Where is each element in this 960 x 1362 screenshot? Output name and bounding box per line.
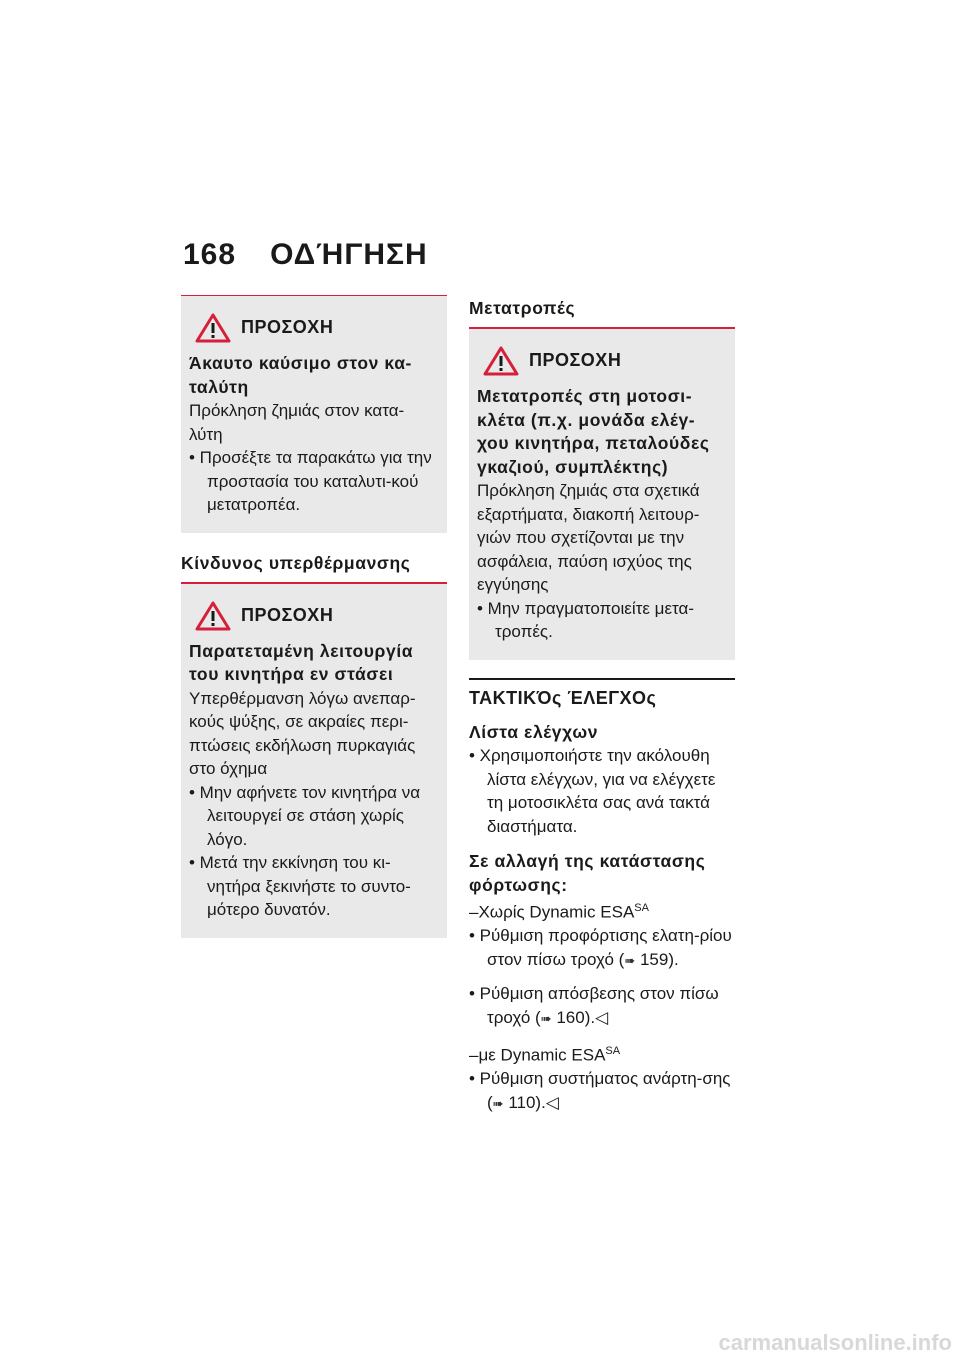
watermark: carmanualsonline.info — [718, 1330, 952, 1355]
warning-bullet: • Μετά την εκκίνηση του κι-νητήρα ξεκινήστε το συντο-μότερο δυνατόν. — [189, 853, 411, 919]
bullet-text: • Ρύθμιση απόσβεσης στον πίσω τροχό ( — [469, 984, 719, 1027]
left-column — [181, 295, 447, 938]
section-heading-regular-check: ΤΑΚΤΙΚΌς ΈΛΕΓΧΟς — [469, 678, 735, 709]
bullet-text: • Ρύθμιση συστήματος ανάρτη-σης ( — [469, 1069, 731, 1112]
warning-triangle-icon — [195, 313, 231, 343]
section-heading-modifications: Μετατροπές — [469, 292, 735, 328]
warning-box-idle-engine — [181, 583, 447, 938]
right-column — [469, 292, 735, 1115]
warning-title: Μετατροπές στη μοτοσι-κλέτα (π.χ. μονάδα ελέγ-χου κινητήρα, πεταλούδες γκαζιού, συμπλέκτης) — [477, 386, 710, 477]
checklist-bullet: • Χρησιμοποιήστε την ακόλουθη λίστα ελέγχων, για να ελέγχετε τη μοτοσικλέτα σας ανά τακτά διαστήματα. — [469, 746, 716, 836]
without-esa-text: –Χωρίς Dynamic ESA — [469, 902, 635, 922]
sa-badge: SA — [634, 902, 649, 914]
warning-box-modifications — [469, 328, 735, 660]
warning-triangle-icon — [195, 601, 231, 631]
warning-text: Πρόκληση ζημιάς στα σχετικά εξαρτήματα, διακοπή λειτουρ-γιών που σχετίζονται με την ασφάλεια, παύση ισχύος της εγγύησης — [477, 481, 700, 594]
warning-bullet: • Προσέξτε τα παρακάτω για την προστασία του καταλυτι-κού μετατροπέα. — [189, 448, 432, 514]
page-reference-arrow-icon: ➠ — [540, 1010, 552, 1026]
warning-header — [189, 600, 433, 632]
page-reference-link[interactable]: 110). — [508, 1092, 546, 1112]
warning-title: Άκαυτο καύσιμο στον κα-ταλύτη — [189, 353, 412, 397]
warning-text: Πρόκληση ζημιάς στον κατα-λύτη — [189, 401, 405, 444]
warning-text: Υπερθέρμανση λόγω ανεπαρ-κούς ψύξης, σε ακραίες περι-πτώσεις εκδήλωση πυρκαγιάς στο όχημα — [189, 688, 416, 778]
warning-triangle-icon — [483, 346, 519, 376]
warning-label: ΠΡΟΣΟΧΗ — [529, 350, 622, 371]
warning-box-catalyst — [181, 295, 447, 533]
damping-bullet — [469, 982, 735, 1030]
page-reference-link[interactable]: 160). — [556, 1007, 596, 1027]
page-reference-link[interactable]: 159). — [639, 949, 679, 969]
without-esa-line — [469, 897, 735, 924]
page-header — [183, 238, 428, 272]
checklist-heading: Λίστα ελέγχων — [469, 721, 599, 742]
page-number: 168 — [183, 238, 237, 271]
warning-label: ΠΡΟΣΟΧΗ — [241, 604, 334, 625]
page-title: ΟΔΉΓΗΣΗ — [270, 238, 428, 271]
warning-bullet: • Μην πραγματοποιείτε μετα-τροπές. — [477, 598, 694, 641]
warning-label: ΠΡΟΣΟΧΗ — [241, 317, 334, 338]
warning-header — [189, 312, 433, 344]
load-change-heading: Σε αλλαγή της κατάστασης φόρτωσης: — [469, 851, 706, 895]
warning-title: Παρατεταμένη λειτουργία του κινητήρα εν στάσει — [189, 640, 414, 684]
page-reference-arrow-icon: ➠ — [624, 952, 636, 968]
warning-bullet: • Μην αφήνετε τον κινητήρα να λειτουργεί σε στάση χωρίς λόγο. — [189, 782, 421, 849]
section-heading-overheating: Κίνδυνος υπερθέρμανσης — [181, 533, 447, 583]
sa-badge: SA — [605, 1045, 621, 1058]
warning-header — [477, 345, 721, 377]
with-esa-text: –με Dynamic ESA — [469, 1045, 606, 1065]
suspension-bullet — [469, 1067, 735, 1115]
preload-bullet — [469, 924, 735, 972]
end-mark-icon: ◁ — [595, 1007, 609, 1027]
page-reference-arrow-icon: ➠ — [492, 1095, 504, 1111]
end-mark-icon: ◁ — [545, 1092, 559, 1112]
bullet-text: • Ρύθμιση προφόρτισης ελατη-ρίου στον πίσω τροχό ( — [469, 926, 732, 969]
with-esa-line — [469, 1040, 735, 1067]
